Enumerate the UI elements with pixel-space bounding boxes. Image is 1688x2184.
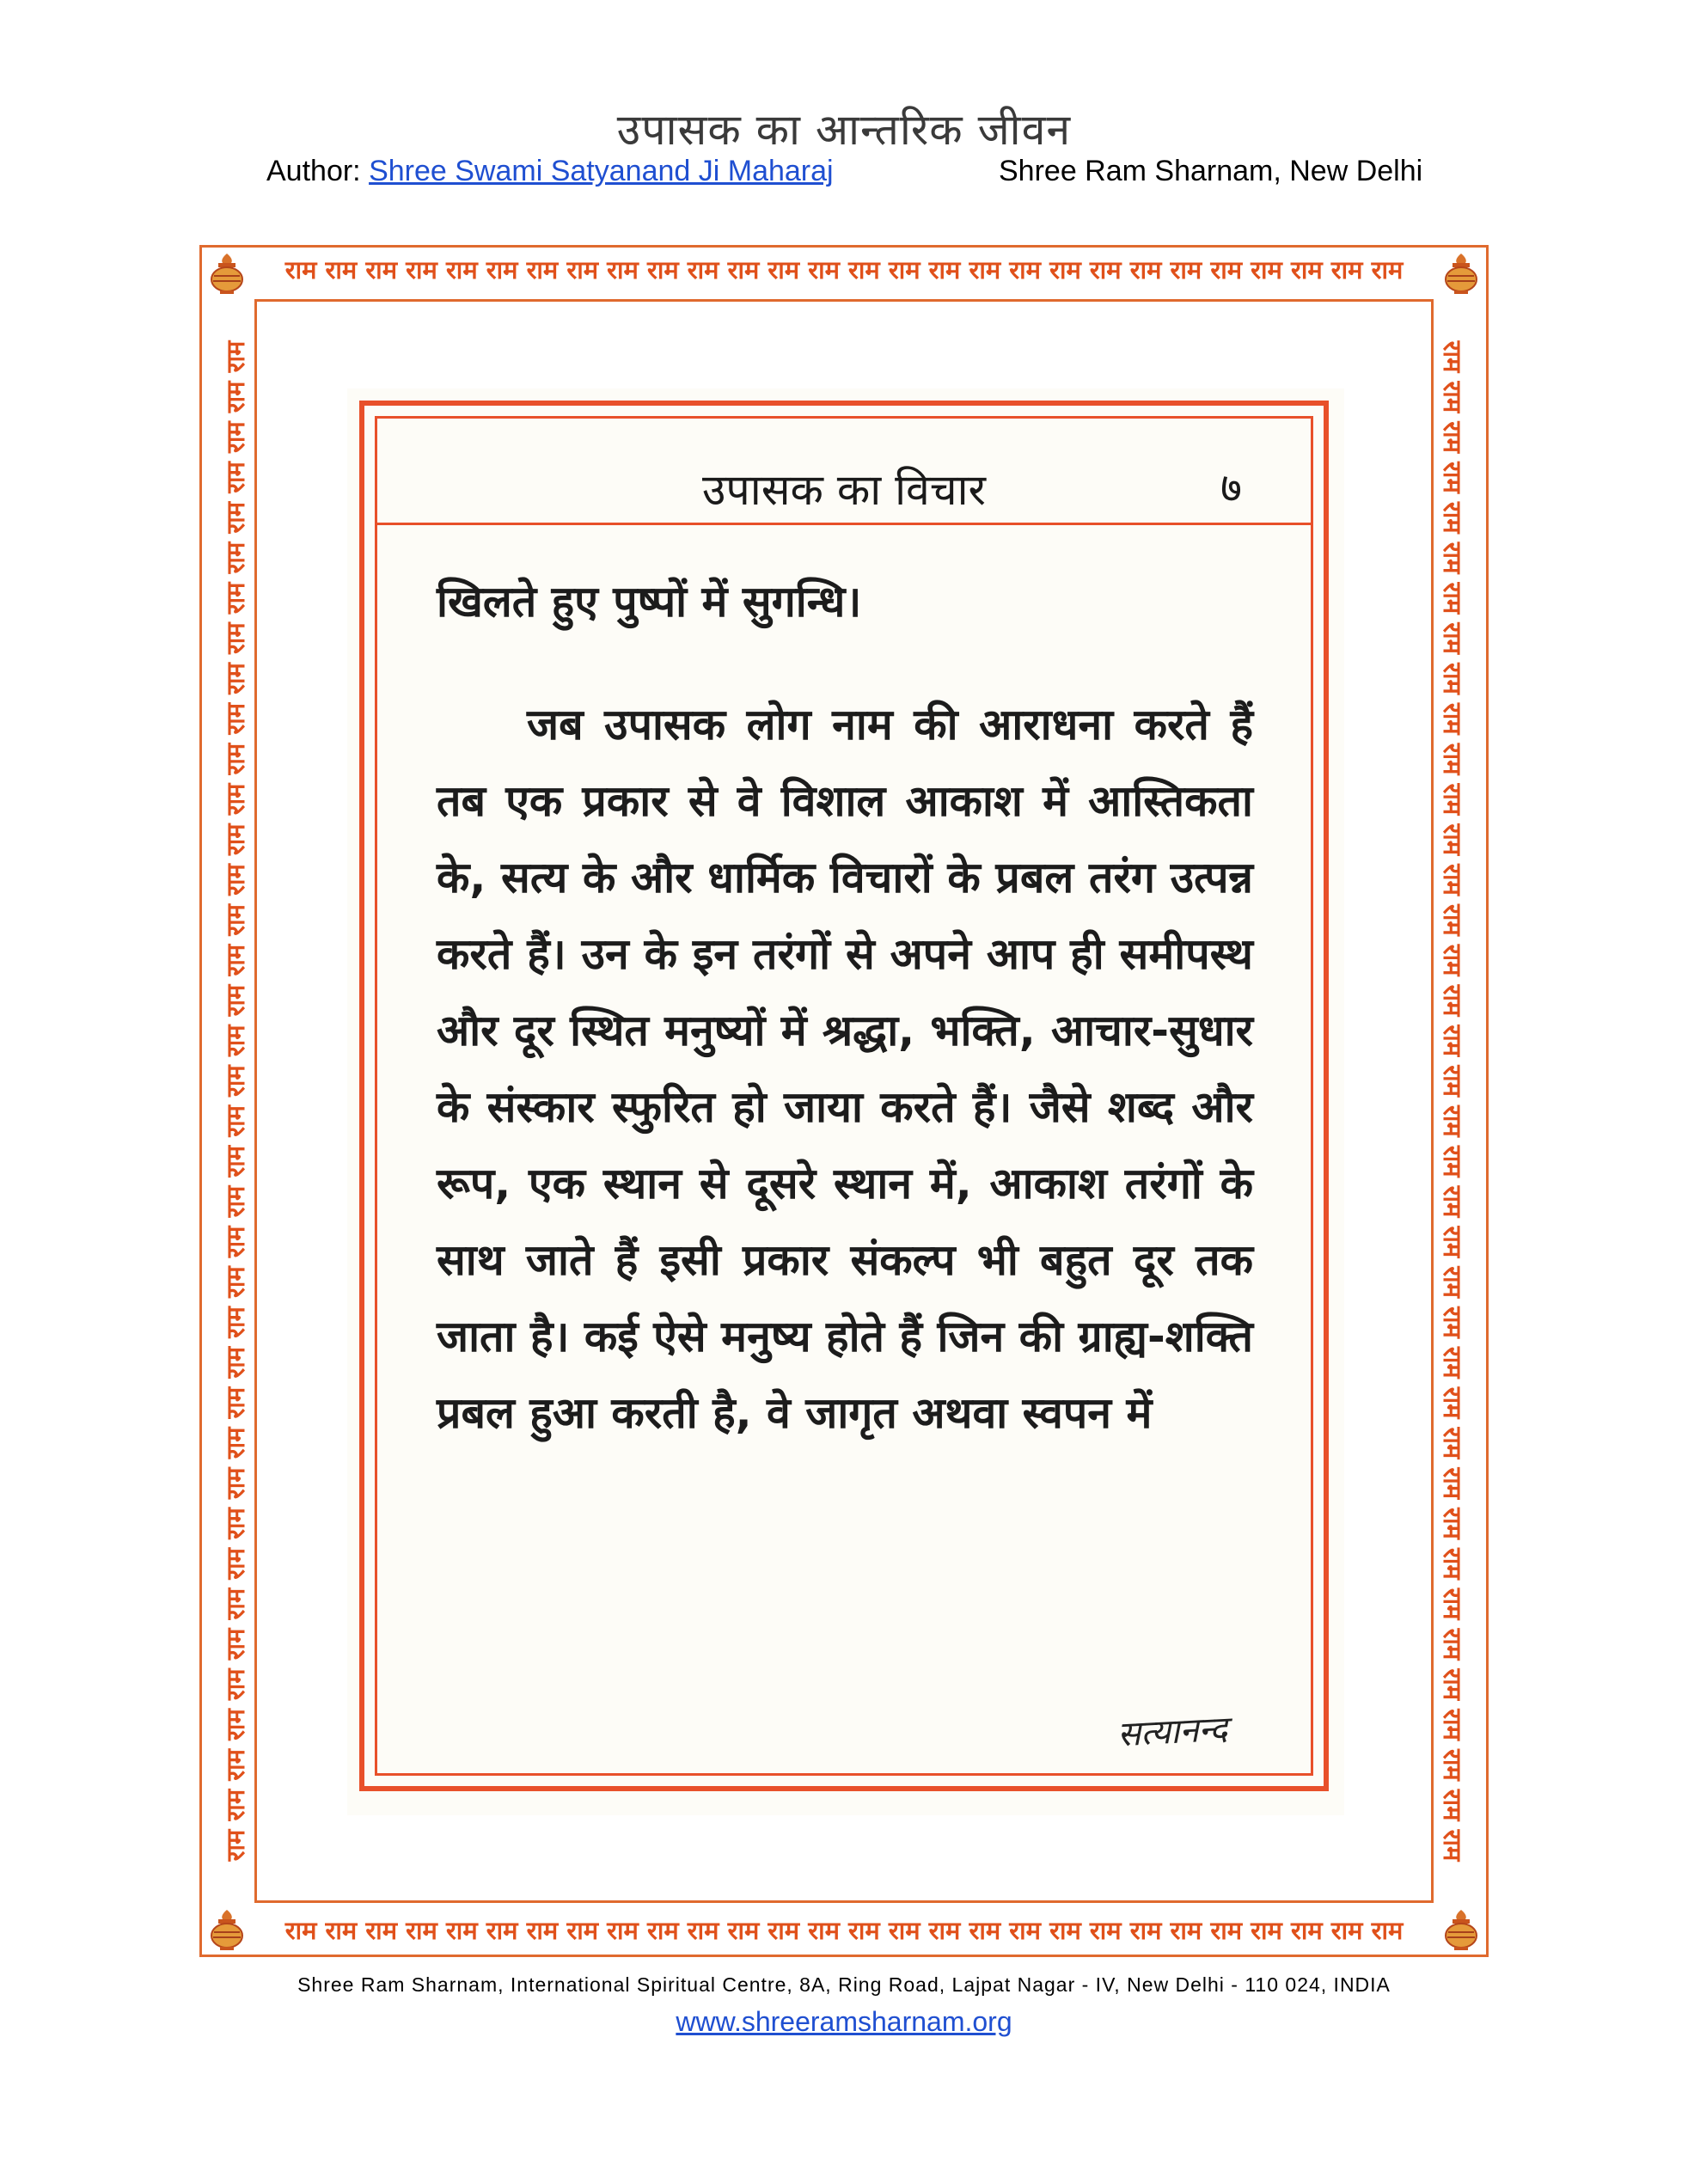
kalash-icon [204, 1906, 250, 1953]
book-body-text [437, 564, 1253, 1452]
signature: सत्यानन्द [1116, 1709, 1229, 1755]
ram-border-left: राम राम राम राम राम राम राम राम राम राम राम राम राम राम राम राम राम राम राम राम राम राम राम राम राम राम राम राम राम राम राम राम राम राम राम राम राम राम [221, 340, 250, 1862]
website-link[interactable]: www.shreeramsharnam.org [676, 2006, 1012, 2037]
author-label: Author: [266, 155, 370, 187]
kalash-icon [1438, 250, 1484, 297]
footer-address: Shree Ram Sharnam, International Spiritual Centre, 8A, Ring Road, Lajpat Nagar - IV, New Delhi - 110 024, INDIA [297, 1973, 1391, 1996]
ram-border-bottom: राम राम राम राम राम राम राम राम राम राम राम राम राम राम राम राम राम राम राम राम राम राम राम राम राम राम राम राम [284, 1916, 1404, 1945]
kalash-icon [1438, 1906, 1484, 1953]
kalash-icon [204, 250, 250, 297]
ram-border-top: राम राम राम राम राम राम राम राम राम राम राम राम राम राम राम राम राम राम राम राम राम राम राम राम राम राम राम राम [284, 255, 1404, 284]
author-link[interactable]: Shree Swami Satyanand Ji Maharaj [369, 155, 834, 187]
footer-website [0, 2006, 1688, 2038]
ram-border-right: राम राम राम राम राम राम राम राम राम राम राम राम राम राम राम राम राम राम राम राम राम राम राम राम राम राम राम राम राम राम राम राम राम राम राम राम राम राम [1438, 340, 1467, 1862]
paragraph-2: जब उपासक लोग नाम की आराधना करते हैं तब एक प्रकार से वे विशाल आकाश में आस्तिकता के, सत्य के और धार्मिक विचारों के प्रबल तरंग उत्पन्न करते हैं। उन के इन तरंगों से अपने आप ही समीपस्थ और दूर स्थित मनुष्यों में श्रद्धा, भक्ति, आचार-सुधार के संस्कार स्फुरित हो जाया करते हैं। जैसे शब्द और रूप, एक स्थान से दूसरे स्थान में, आकाश तरंगों के साथ जाते हैं इसी प्रकार संकल्प भी बहुत दूर तक जाता है। कई ऐसे मनुष्य होते हैं जिन की ग्राह्य-शक्ति प्रबल हुआ करती है, वे जागृत अथवा स्वपन में [437, 700, 1253, 1438]
paragraph-1: खिलते हुए पुष्पों में सुगन्धि। [437, 577, 862, 627]
author-line [266, 155, 834, 188]
publisher-label: Shree Ram Sharnam, New Delhi [999, 155, 1423, 187]
document-title: उपासक का आन्तरिक जीवन [616, 105, 1072, 155]
book-chapter-title: उपासक का विचार [702, 465, 986, 515]
book-page-number: ७ [1220, 464, 1242, 512]
book-header-rule [377, 523, 1311, 525]
